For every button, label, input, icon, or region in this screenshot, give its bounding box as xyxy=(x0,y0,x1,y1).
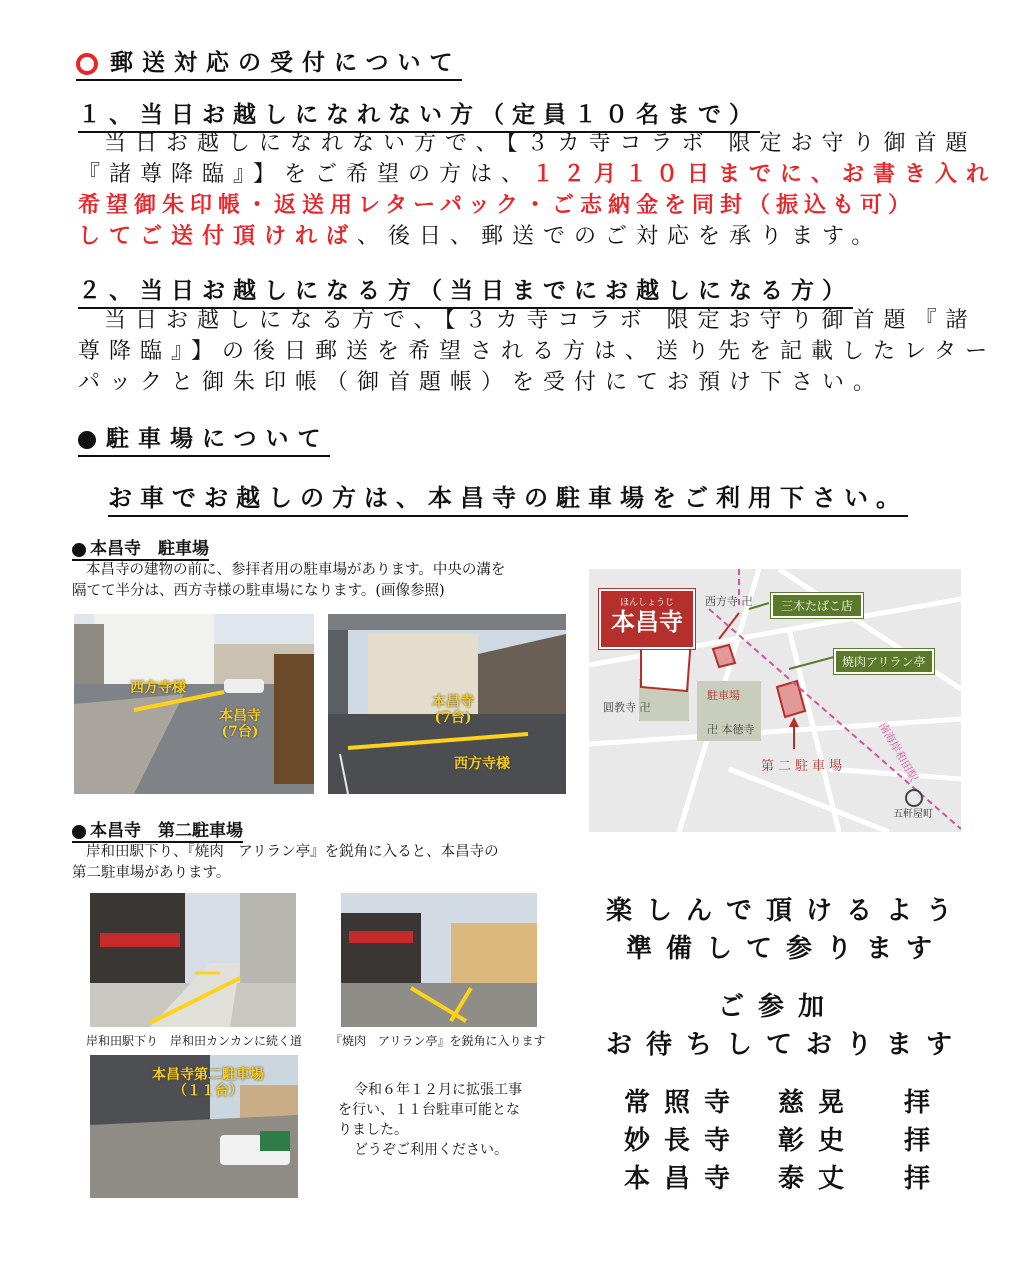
map-arirang-label: 焼肉アリラン亭 xyxy=(834,649,934,674)
lot2-text-line1: 岸和田駅下り、『焼肉 アリラン亭』を鋭角に入ると、本昌寺の xyxy=(86,844,499,860)
lot1-heading: 本昌寺 駐車場 xyxy=(72,534,209,561)
closing-line4: お待ちしております xyxy=(606,1030,967,1060)
lot2-note-line3: りました。 xyxy=(338,1122,408,1138)
map-temple-label: ほんしょうじ 本昌寺 xyxy=(599,589,695,649)
sec1-line1: 当日お越しになれない方で、【３カ寺コラボ 限定お守り御首題 xyxy=(104,131,977,156)
lot2-text xyxy=(72,842,562,884)
lot1-text xyxy=(72,560,562,602)
map-chushajo: 駐車場 xyxy=(707,689,740,702)
signature-1: 常照寺 慈晃 拝 xyxy=(624,1088,945,1118)
lot1-text-line1: 本昌寺の建物の前に、参拝者用の駐車場があります。中央の溝を xyxy=(86,562,506,578)
map-hontokuji: 卍 本徳寺 xyxy=(707,723,755,736)
closing-line3: ご参加 xyxy=(718,992,839,1022)
lot1-photo-1 xyxy=(74,614,314,794)
photo2-label-honshoji: 本昌寺 (7台) xyxy=(432,694,474,726)
bullet-icon xyxy=(72,543,86,557)
postal-title: 郵送対応の受付について xyxy=(76,44,462,81)
signature-3: 本昌寺 泰丈 拝 xyxy=(624,1164,945,1194)
lot2-heading: 本昌寺 第二駐車場 xyxy=(72,816,243,843)
signature-2: 妙長寺 彰史 拝 xyxy=(624,1126,945,1156)
map-enkyoji: 圓教寺 卍 xyxy=(603,701,651,714)
sec2-heading: ２、当日お越しになる方（当日までにお越しになる方） xyxy=(78,272,853,309)
lot2-photo-2-image xyxy=(341,893,537,1027)
bullet-icon xyxy=(78,431,96,449)
lot1-photo-2 xyxy=(328,614,566,794)
sec1-line4: してご送付頂ければ、後日、郵送でのご対応を承ります。 xyxy=(78,223,883,249)
photo1-label-honshoji: 本昌寺 (7台) xyxy=(219,708,261,740)
map-saihoji: 西方寺 卍 xyxy=(705,595,753,608)
closing-line2: 準備して参ります xyxy=(626,934,947,964)
lot2-note-line1: 令和６年１２月に拡張工事 xyxy=(354,1082,522,1098)
lot2-photo-1-image xyxy=(90,893,296,1027)
sec2-line3: パックと御朱印帳（御首題帳）を受付にてお預け下さい。 xyxy=(78,370,885,395)
parking-title: 駐車場について xyxy=(78,420,330,457)
sec2-line1: 当日お越しになる方で、【３カ寺コラボ 限定お守り御首題『諸 xyxy=(104,308,977,333)
bullet-icon xyxy=(72,825,86,839)
sec1-line2: 『諸尊降臨』】をご希望の方は、１２月１０日までに、お書き入れ xyxy=(78,161,998,187)
sec1-line3: 希望御朱印帳・返送用レターパック・ご志納金を同封（振込も可） xyxy=(78,192,917,218)
sec1-body xyxy=(78,128,998,252)
photo3-label-second-lot: 本昌寺第二駐車場 （１１台） xyxy=(152,1067,264,1099)
parking-lead: お車でお越しの方は、本昌寺の駐車場をご利用下さい。 xyxy=(108,478,908,517)
photo1-label-saihoji: 西方寺様 xyxy=(130,680,186,696)
lot1-photo-1-image xyxy=(74,614,314,794)
lot2-photo-3 xyxy=(90,1055,298,1198)
photo2-label-saihoji: 西方寺様 xyxy=(454,756,510,772)
map-miki-label: 三木たばこ店 xyxy=(771,593,863,618)
lot2-photo-1 xyxy=(90,893,296,1027)
map-station: 五軒屋町 xyxy=(893,809,933,820)
lot2-note-line4: どうぞご利用ください。 xyxy=(354,1142,508,1158)
lot2-note-line2: を行い、１１台駐車可能とな xyxy=(338,1102,520,1118)
lot2-text-line2: 第二駐車場があります。 xyxy=(72,865,231,881)
sec2-line2: 尊降臨』】の後日郵送を希望される方は、送り先を記載したレター xyxy=(78,339,997,364)
lot2-caption-2: 『焼肉 アリラン亭』を鋭角に入ります xyxy=(330,1034,546,1048)
sec2-body xyxy=(78,305,997,398)
lot2-photo-2 xyxy=(341,893,537,1027)
sec1-heading: １、当日お越しになれない方（定員１０名まで） xyxy=(78,96,760,133)
lot2-note xyxy=(338,1080,522,1160)
map xyxy=(589,569,961,832)
red-circle-icon xyxy=(76,53,98,75)
lot1-text-line2: 隔てて半分は、西方寺様の駐車場になります。(画像参照) xyxy=(72,583,445,599)
map-second-lot: 第二駐車場 xyxy=(761,759,847,774)
closing-line1: 楽しんで頂けるよう xyxy=(606,896,967,926)
map-railway: 南海岸和田駅 xyxy=(876,720,921,784)
lot2-caption-1: 岸和田駅下り 岸和田カンカンに続く道 xyxy=(86,1034,303,1048)
